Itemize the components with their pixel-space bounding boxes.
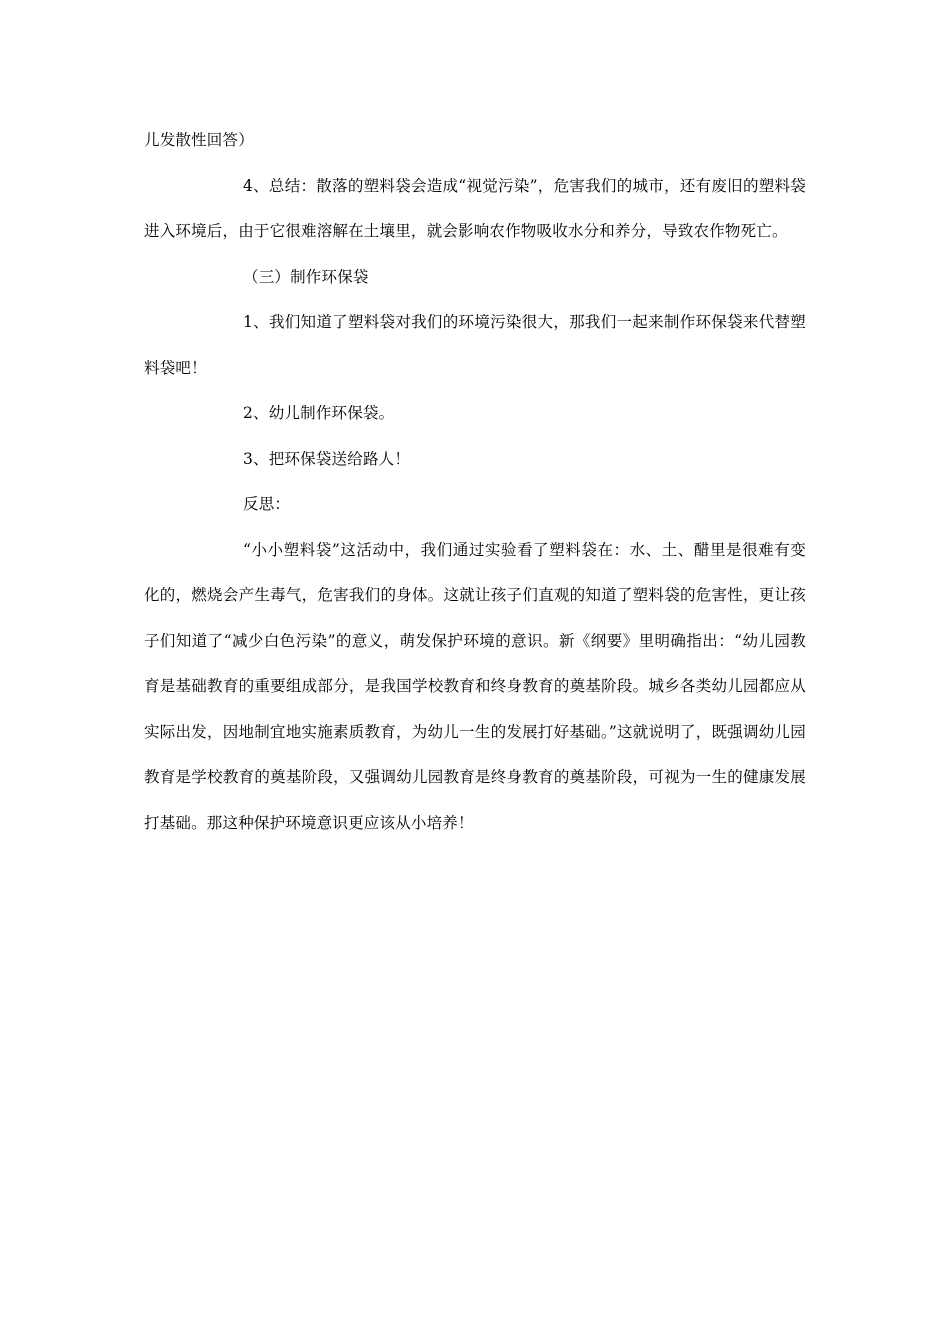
paragraph-step-1: 1、我们知道了塑料袋对我们的环境污染很大，那我们一起来制作环保袋来代替塑料袋吧！ <box>144 313 806 377</box>
paragraph-step-2: 2、幼儿制作环保袋。 <box>243 404 395 422</box>
reflection-heading: 反思： <box>243 495 291 513</box>
document-body <box>144 118 806 846</box>
paragraph-summary: 4、总结：散落的塑料袋会造成“视觉污染”，危害我们的城市，还有废旧的塑料袋进入环境后，由于它很难溶解在土壤里，就会影响农作物吸收水分和养分，导致农作物死亡。 <box>144 176 806 240</box>
section-heading-make-eco-bag: （三）制作环保袋 <box>243 267 369 286</box>
paragraph-step-3: 3、把环保袋送给路人！ <box>243 449 411 468</box>
paragraph-continuation: 儿发散性回答） <box>144 131 254 149</box>
paragraph-reflection: “小小塑料袋”这活动中，我们通过实验看了塑料袋在：水、土、醋里是很难有变化的，燃烧会产生毒气，危害我们的身体。这就让孩子们直观的知道了塑料袋的危害性，更让孩子们知道了“减少白色污染”的意义，萌发保护环境的意识。新《纲要》里明确指出：“幼儿园教育是基础教育的重要组成部分，是我国学校教育和终身教育的奠基阶段。城乡各类幼儿园都应从实际出发，因地制宜地实施素质教育，为幼儿一生的发展打好基础。”这就说明了，既强调幼儿园教育是学校教育的奠基阶段，又强调幼儿园教育是终身教育的奠基阶段，可视为一生的健康发展打基础。那这种保护环境意识更应该从小培养！ <box>144 540 806 832</box>
